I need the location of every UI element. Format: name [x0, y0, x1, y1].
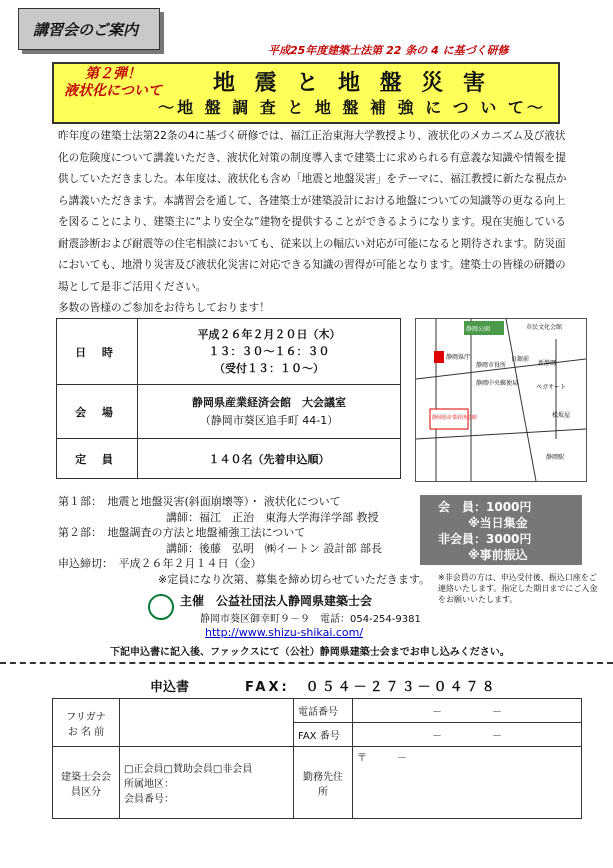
date-cell: 平成２６年２月２０日（木） １３：３０～１６：３０ （受付１３：１０～）	[138, 319, 401, 385]
capacity-label: 定 員	[57, 439, 138, 479]
price-box: 会 員：1000円 ※当日集金 非会員：3000円 ※事前振込	[420, 495, 582, 565]
map-label: 松坂屋	[552, 412, 571, 419]
member-class-label: 建築士会会員区分	[53, 747, 120, 819]
page-title: 地 震 と 地 盤 災 害	[213, 71, 491, 96]
name-label: フリガナ お 名 前	[53, 699, 120, 747]
intro-paragraph: 昨年度の建築士法第22条の4に基づく研修では、福江正治東海大学教授より、液状化のメカニズム及び液状化の危険度について講義いただき、液状化対策の制度導入まで建築士に求められる有意義な知識や情報を提供していただきました。本年度は、液状化も含め「地震と地盤災害」をテーマに、福江教授に新たな視点から講義いただきます。本講習会を通して、各建築士が建築設計における地盤についての知識等の更なる向上を図ることにより、建築主に“より安全な”建物を提供することができるようになります。現在実施している耐震診断および耐震等の住宅相談においても、従来以上の幅広い対応が可能になると期待されます。防災面においても、地滑り災害及び液状化災害に対応できる知識の習得が可能となります。建築士の皆様の研鑽の場として是非ご活用ください。	[58, 130, 567, 293]
map-label: 静岡県産業経済会館	[432, 415, 478, 421]
application-form	[52, 698, 582, 819]
tel-label: 電話番号	[294, 699, 353, 723]
work-address-field[interactable]: 〒 －	[353, 747, 582, 819]
map-label: 市民文化会館	[526, 324, 563, 331]
map-label: 静岡公園	[466, 326, 491, 333]
info-table	[56, 318, 401, 479]
cut-line	[0, 662, 613, 664]
intro-closing: 多数の皆様のご参加をお待ちしております！	[58, 302, 270, 314]
venue-cell: 静岡県産業経済会館 大会議室 （静岡市葵区追手町 44-1）	[138, 385, 401, 439]
program: 第１部： 地震と地盤災害(斜面崩壊等）・ 液状化について 講師：福江 正治 東海大学海洋学部 教授 第２部： 地盤調査の方法と地盤補強工法について 講師：後藤 弘明 ㈱イートン 設計部 部長 申込締切： 平成２６年２月１４日（金） ※定員になり次第、募集を締め切らせていただきます。	[58, 495, 431, 586]
map-label: 静岡駅	[546, 454, 565, 461]
venue-label: 会 場	[57, 385, 138, 439]
fax-label: FAX 番号	[294, 723, 353, 747]
intro-text	[58, 126, 568, 320]
capacity: １４０名（先着申込順）	[138, 439, 401, 479]
host-url[interactable]: http://www.shizu-shikai.com/	[205, 626, 364, 639]
map-label: 静岡県庁	[446, 354, 471, 361]
section-tag: 講習会のご案内	[18, 8, 160, 50]
map-label: 静岡中央郵便局	[476, 380, 519, 387]
work-label: 勤務先住 所	[294, 747, 353, 819]
page-subtitle: ～地 盤 調 査 と 地 盤 補 強 に つ い て～	[158, 98, 546, 117]
map-label: 静岡市役所	[476, 362, 507, 369]
map-drawing	[416, 319, 586, 481]
form-title: 申込書	[150, 680, 190, 695]
fax-instruction: 下記申込書に記入後、ファックスにて（公社）静岡県建築士会までお申し込みください。	[110, 647, 510, 658]
association-logo-icon	[148, 594, 174, 620]
map-label: 日銀前	[511, 356, 530, 363]
badge: 第２弾！ 液状化について	[64, 66, 162, 99]
date-label: 日 時	[57, 319, 138, 385]
tel-field[interactable]: － －	[353, 699, 582, 723]
price-note: ※非会員の方は、申込受付後、振込口座をご連絡いたします。指定した期日までにご入金をお願いいたします。	[438, 573, 598, 604]
member-class-field[interactable]: □正会員□賛助会員□非会員 所属地区： 会員番号：	[120, 747, 294, 819]
access-map	[415, 318, 587, 482]
host-address: 静岡市葵区御幸町９－９ 電話：054-254-9381	[200, 614, 421, 625]
name-field[interactable]	[120, 699, 294, 747]
fax-field[interactable]: － －	[353, 723, 582, 747]
map-label: ペガサート	[536, 384, 567, 391]
training-note: 平成25年度建築士法第 22 条の 4 に基づく研修	[268, 44, 509, 57]
map-label: 新静岡	[538, 360, 557, 367]
host-name: 主催 公益社団法人静岡県建築士会	[180, 594, 373, 608]
form-fax: FAX: ０５４－２７３－０４７８	[245, 680, 498, 695]
